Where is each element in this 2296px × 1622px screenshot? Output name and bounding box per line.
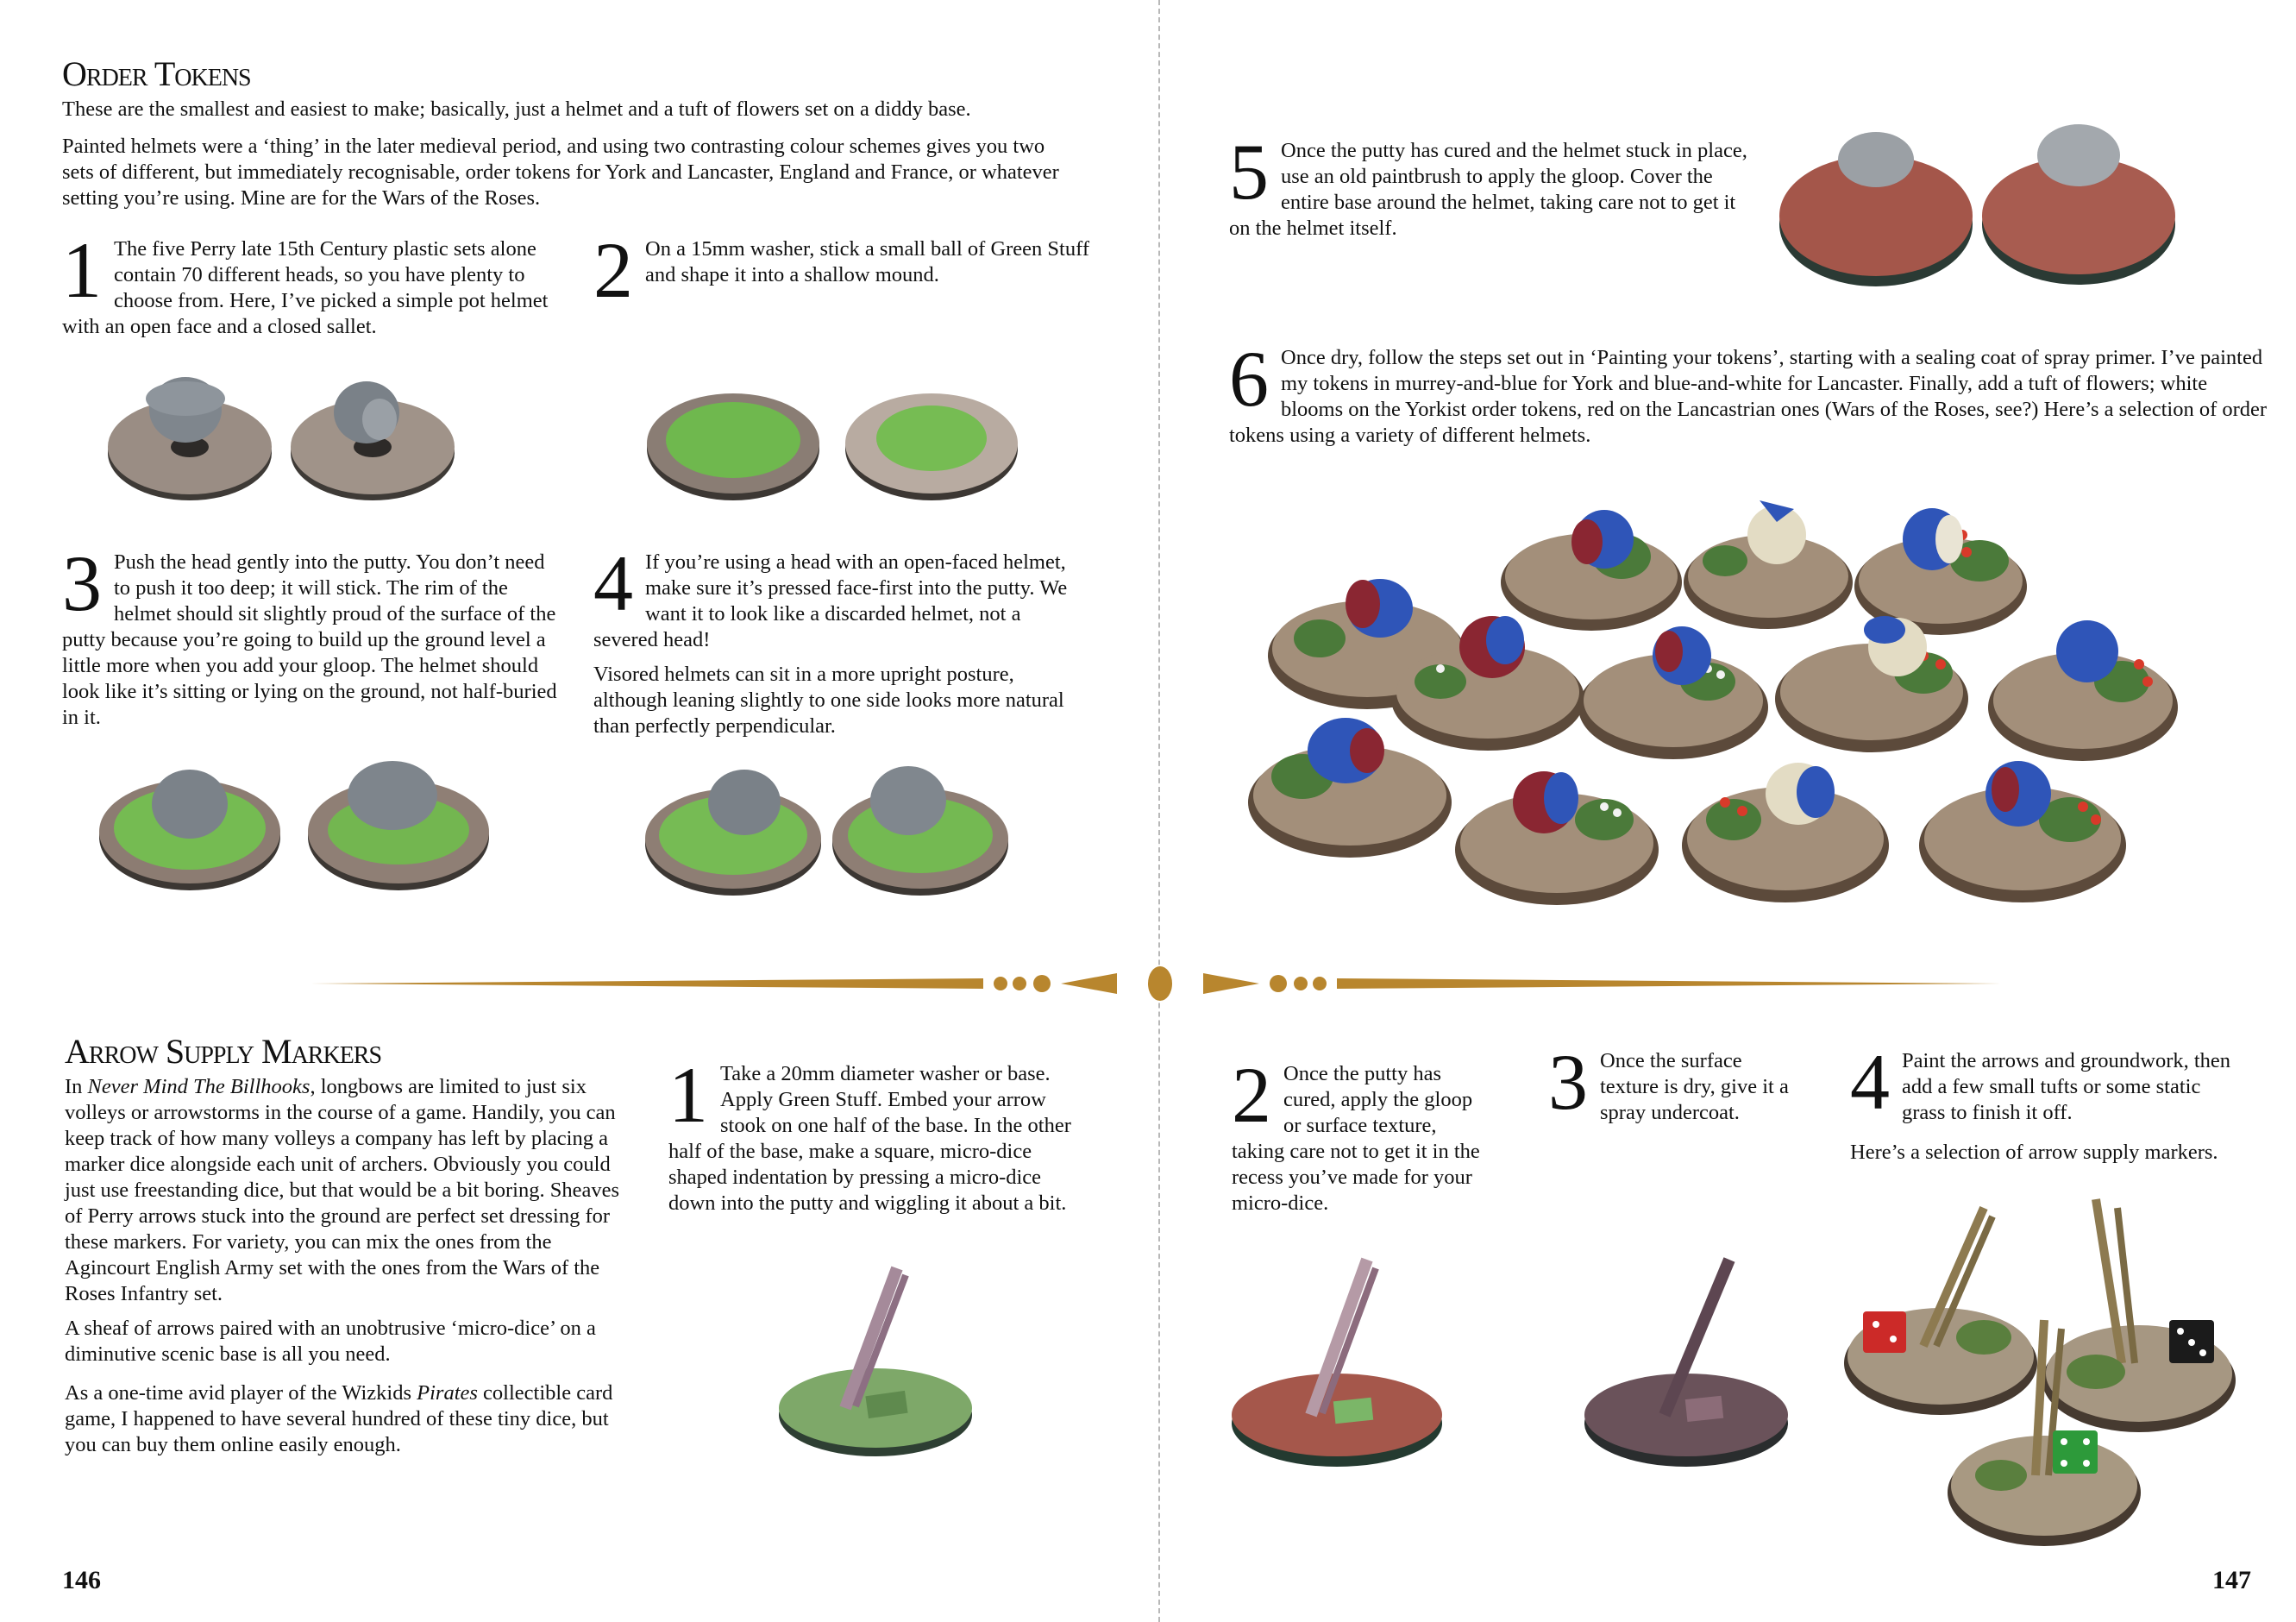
ot-step-6 bbox=[1229, 335, 2268, 449]
step-number: 3 bbox=[62, 539, 102, 627]
step-number: 1 bbox=[668, 1051, 708, 1139]
step-text-2: Visored helmets can sit in a more upright posture, although leaning slightly to one side looks more natural than perfectly perpendicular. bbox=[593, 663, 1064, 738]
step-text: Take a 20mm diameter washer or base. Apply Green Stuff. Embed your arrow stook on one half of the base. In the other half of the base, make a square, micro-dice shaped indentation by pressing a micro-dice down into the putty and wiggling it about a bit. bbox=[668, 1062, 1071, 1215]
page-number-left: 146 bbox=[62, 1566, 101, 1594]
step1-helmet-photos bbox=[104, 362, 483, 518]
step-number: 5 bbox=[1229, 128, 1269, 216]
as-step-3 bbox=[1548, 1038, 1798, 1126]
step4-helmet-in-putty-photos bbox=[643, 759, 1013, 906]
step-text: Once the surface texture is dry, give it a spray undercoat. bbox=[1600, 1049, 1789, 1124]
step-text: The five Perry late 15th Century plastic sets alone contain 70 different heads, so you have plenty to choose from. Here, I’ve picked a simple pot helmet with an open face and a closed sallet. bbox=[62, 237, 549, 338]
as-step-4 bbox=[1850, 1038, 2238, 1166]
step2-green-stuff-photos bbox=[647, 371, 1044, 518]
ot-step-2 bbox=[593, 226, 1089, 314]
step-text: If you’re using a head with an open-faced helmet, make sure it’s pressed face-first into the putty. We want it to look like a discarded helmet, not a severed head! bbox=[593, 550, 1068, 651]
order-tokens-para2: Painted helmets were a ‘thing’ in the later medieval period, and using two contrasting colour schemes gives you two sets of different, but immediately recognisable, order tokens for York and Lancaster, England and France, or whatever setting you’re using. Mine are for the Wars of the Roses. bbox=[62, 135, 1059, 210]
para3-prefix: As a one-time avid player of the Wizkids bbox=[65, 1381, 417, 1405]
step-text: Push the head gently into the putty. You don’t need to push it too deep; it will stick. The rim of the helmet should sit slightly proud of the surface of the putty because you’re going to build up the ground level a little more when you add your gloop. The helmet should look like it’s sitting or lying on the ground, not half-buried in it. bbox=[62, 550, 557, 729]
para3-rest: collectible card game, I happened to have several hundred of these tiny dice, but you can buy them online easily enough. bbox=[65, 1381, 613, 1456]
arrow-step3-photo bbox=[1583, 1242, 1790, 1467]
arrow-supply-para3 bbox=[65, 1380, 634, 1458]
para3-title: Pirates bbox=[417, 1381, 478, 1405]
as-step-2 bbox=[1232, 1051, 1482, 1216]
step-text: Once dry, follow the steps set out in ‘Painting your tokens’, starting with a sealing coat of spray primer. I’ve painted my tokens in murrey-and-blue for York and blue-and-white for Lancaster. Finally, add a tuft of flowers; white blooms on the Yorkist order tokens, red on the Lancastrian ones (Wars of the Roses, see?) Here’s a selection of order tokens using a variety of different helmets. bbox=[1229, 346, 2268, 447]
step-number: 6 bbox=[1229, 335, 1269, 423]
para1-prefix: In bbox=[65, 1075, 88, 1098]
order-tokens-collection-photo bbox=[1242, 492, 2225, 923]
ot-step-4 bbox=[593, 539, 1072, 739]
ornamental-divider bbox=[311, 958, 2001, 1009]
as-step-1 bbox=[668, 1051, 1078, 1216]
ot-step-5 bbox=[1229, 128, 1751, 242]
arrow-supply-heading: Arrow Supply Markers bbox=[65, 1032, 382, 1071]
step-number: 4 bbox=[1850, 1038, 1890, 1126]
step-text: On a 15mm washer, stick a small ball of Green Stuff and shape it into a shallow mound. bbox=[645, 237, 1089, 286]
arrow-supply-para1 bbox=[65, 1074, 634, 1307]
arrow-supply-para2: A sheaf of arrows paired with an unobtrusive ‘micro-dice’ on a diminutive scenic base is all you need. bbox=[65, 1317, 596, 1366]
arrow-step1-photo bbox=[776, 1251, 983, 1458]
step-number: 2 bbox=[1232, 1051, 1271, 1139]
step-number: 3 bbox=[1548, 1038, 1588, 1126]
step-text: Paint the arrows and groundwork, then add a few small tufts or some static grass to finish it off. bbox=[1902, 1049, 2231, 1124]
step3-helmet-in-putty-photos bbox=[95, 751, 500, 906]
step-text: Once the putty has cured, apply the gloop or surface texture, taking care not to get it in the recess you’ve made for your micro-dice. bbox=[1232, 1062, 1480, 1215]
arrow-step2-photo bbox=[1229, 1242, 1445, 1467]
para1-title: Never Mind The Billhooks bbox=[87, 1075, 311, 1098]
ot-step-1 bbox=[62, 226, 571, 340]
selection-caption: Here’s a selection of arrow supply markers. bbox=[1850, 1141, 2218, 1164]
step-text: Once the putty has cured and the helmet stuck in place, use an old paintbrush to apply the gloop. Cover the entire base around the helmet, taking care not to get it on the helmet itself. bbox=[1229, 139, 1747, 240]
page-gutter bbox=[1158, 0, 1160, 1622]
step-number: 1 bbox=[62, 226, 102, 314]
page-number-right: 147 bbox=[2212, 1566, 2251, 1594]
arrow-selection-photo bbox=[1837, 1191, 2251, 1570]
order-tokens-intro: These are the smallest and easiest to make; basically, just a helmet and a tuft of flowers set on a diddy base. bbox=[62, 97, 971, 121]
step-number: 4 bbox=[593, 539, 633, 627]
para1-rest: , longbows are limited to just six volleys or arrowstorms in the course of a game. Handily, you can keep track of how many volleys a company has left by placing a marker dice alongside each unit of archers. Obviously you could just use freestanding dice, but that would be a bit boring. Sheaves of Perry arrows stuck into the ground are perfect set dressing for these markers. For variety, you can mix the ones from the Agincourt English Army set with the ones from the Wars of the Roses Infantry set. bbox=[65, 1075, 619, 1305]
ot-step-3 bbox=[62, 539, 558, 731]
step5-gloop-photos bbox=[1777, 121, 2191, 293]
order-tokens-heading: Order Tokens bbox=[62, 54, 251, 93]
step-number: 2 bbox=[593, 226, 633, 314]
